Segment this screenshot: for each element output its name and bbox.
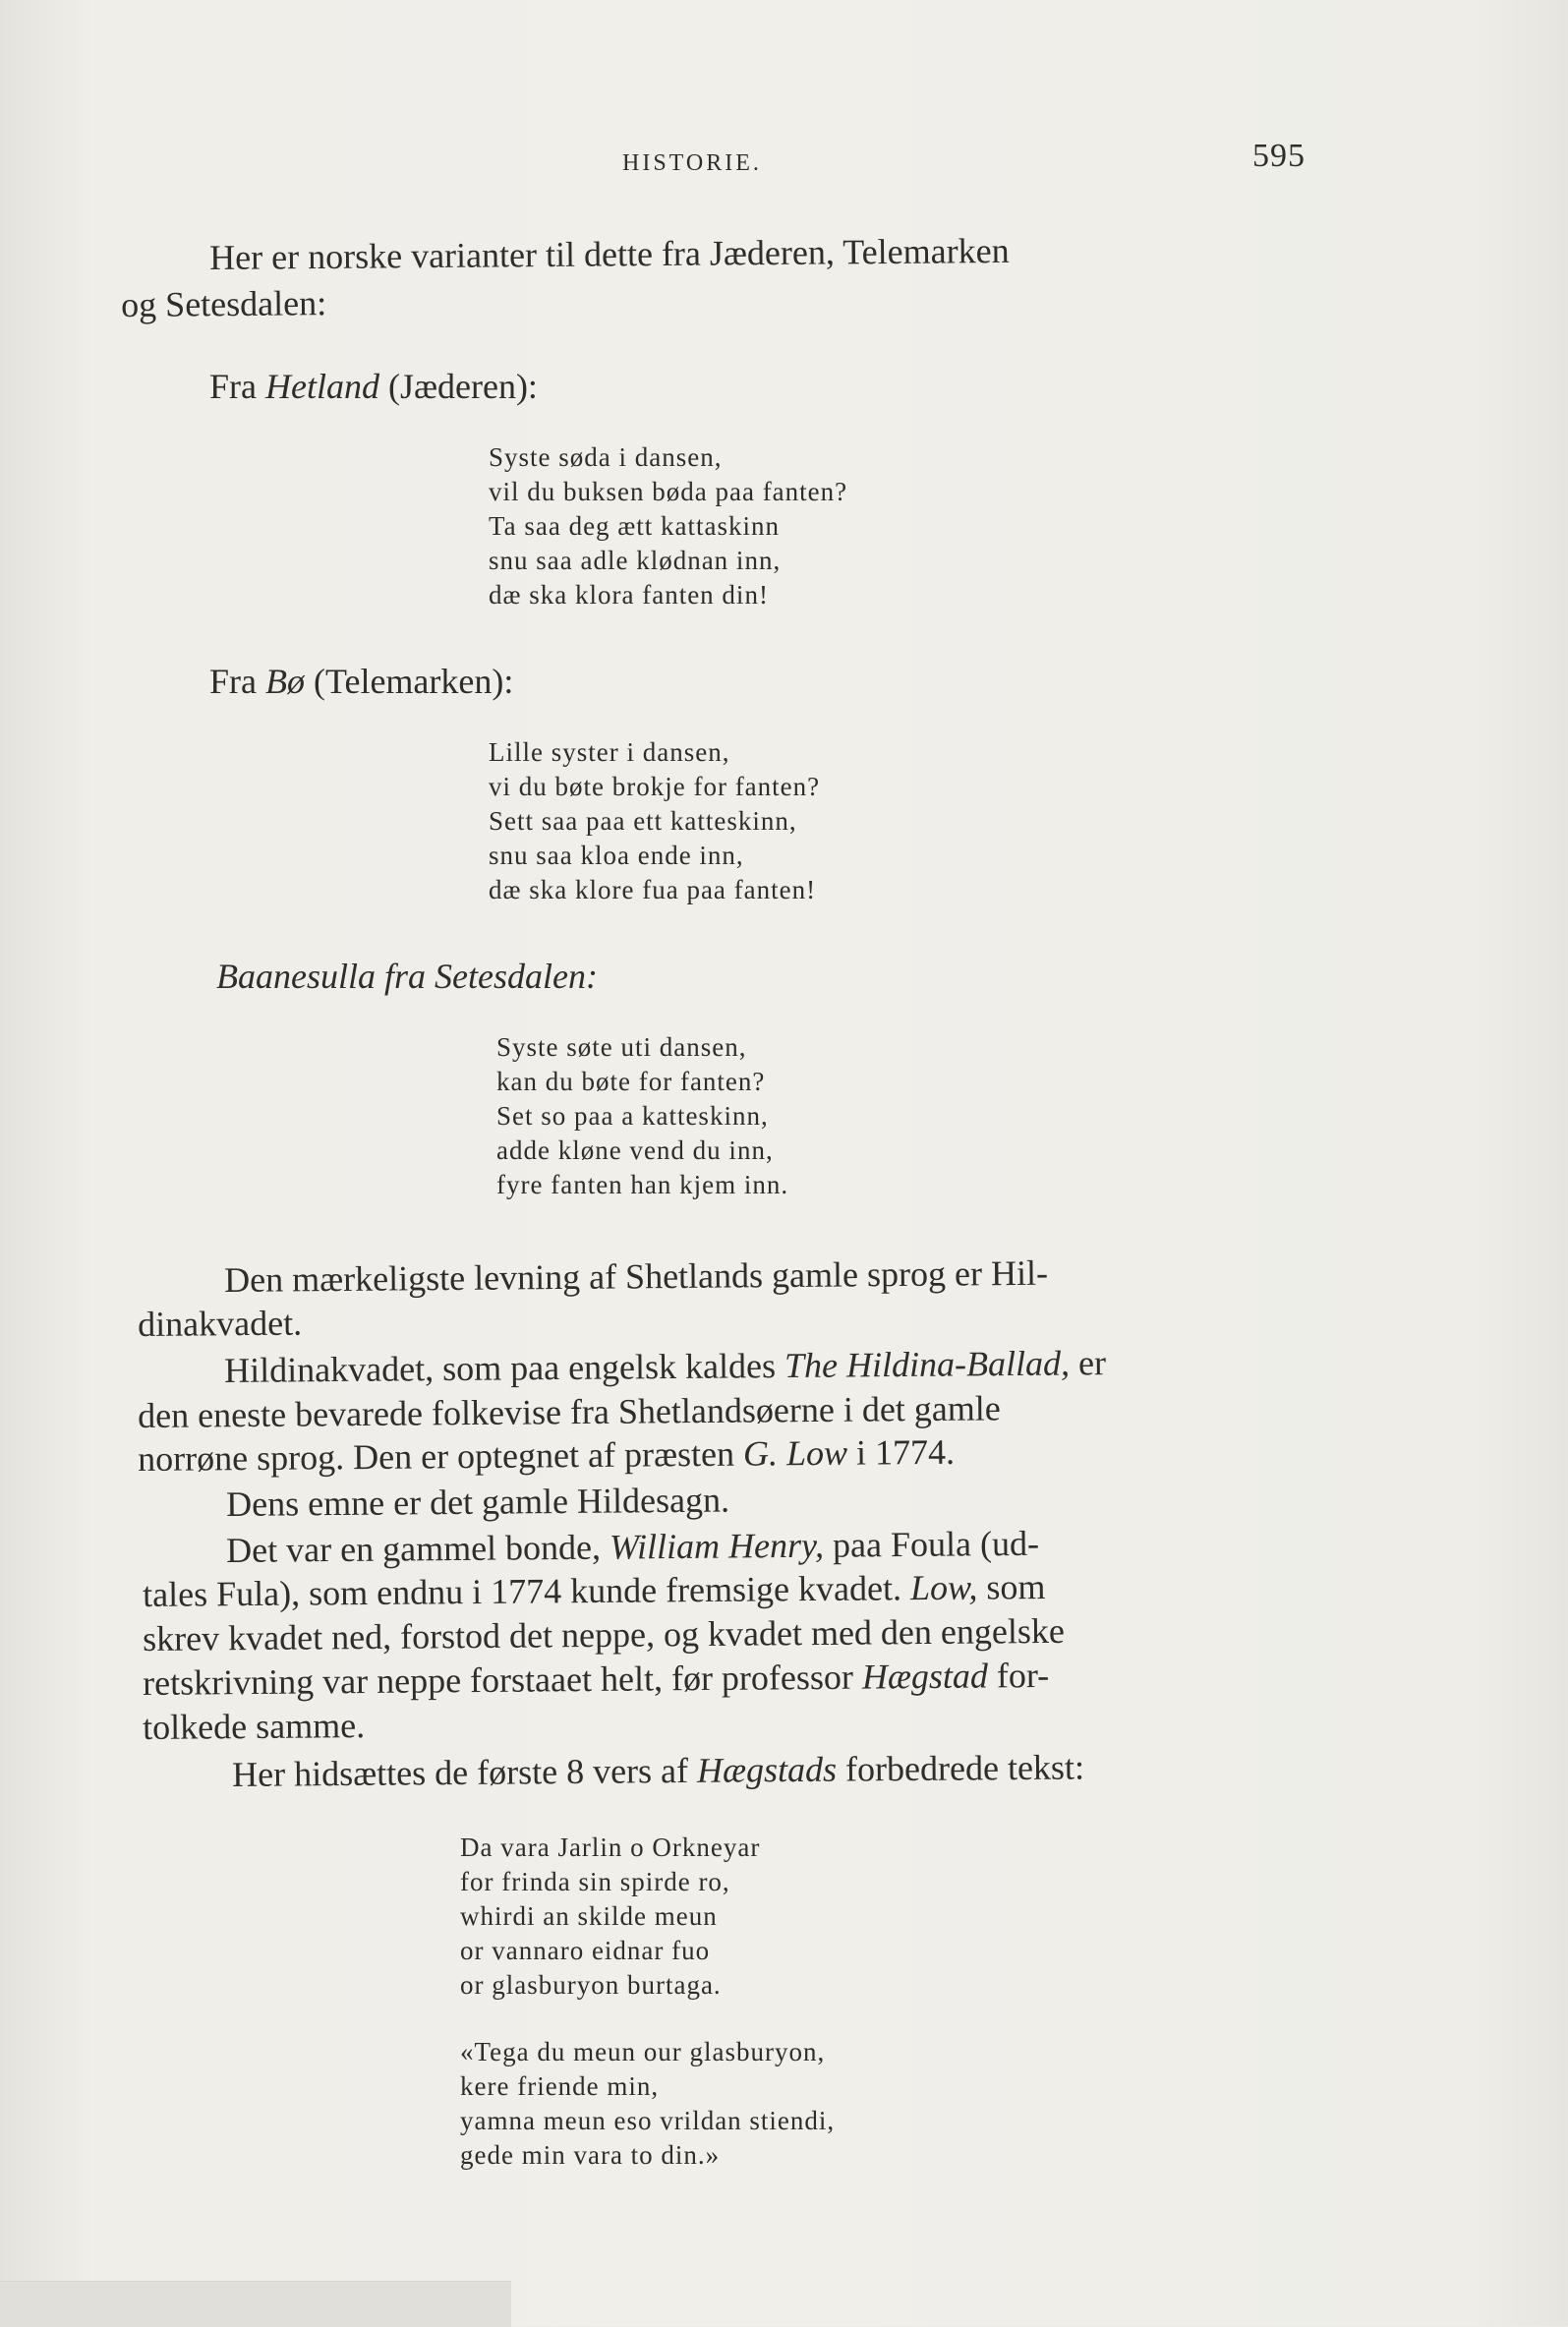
verse-line: or glasburyon burtaga. [460,1970,722,2000]
poem-line: Set so paa a katteskinn, [496,1101,769,1131]
verse-line: Da vara Jarlin o Orkneyar [460,1833,761,1862]
body-text: Den mærkeligste levning af Shetlands gamle sprog er Hil- [224,1252,1049,1300]
poem-line: dæ ska klora fanten din! [489,580,769,610]
poem-line: vil du buksen bøda paa fanten? [489,477,848,506]
section-heading-hetland: Fra Hetland (Jæderen): [209,367,538,406]
verse-line: whirdi an skilde meun [460,1901,718,1931]
intro-line-2: og Setesdalen: [121,283,327,324]
body-text: Det var en gammel bonde, William Henry, paa Foula (ud- [226,1523,1040,1570]
body-text: norrøne sprog. Den er optegnet af præsten G. Low i 1774. [138,1431,956,1479]
body-text: dinakvadet. [138,1303,303,1344]
place-name: Hetland [265,367,379,406]
body-text: skrev kvadet ned, forstod det neppe, og kvadet med den engelske [143,1610,1066,1658]
stanza-gap [460,2003,835,2035]
poem-line: dæ ska klore fua paa fanten! [489,875,817,904]
poem-line: Syste søte uti dansen, [496,1032,747,1062]
body-text: retskrivning var neppe forstaaet helt, før professor Hægstad for- [143,1655,1050,1703]
poem-line: adde kløne vend du inn, [496,1135,774,1165]
body-text: tolkede samme. [143,1706,366,1747]
verse-line: or vannaro eidnar fuo [460,1936,711,1965]
poem-line: Syste søda i dansen, [489,442,723,472]
poem-line: fyre fanten han kjem inn. [496,1170,789,1199]
poem-line: snu saa adle klødnan inn, [489,546,782,575]
body-text: tales Fula), som endnu i 1774 kunde fremsige kvadet. Low, som [143,1566,1046,1614]
verse-line: yamna meun eso vrildan stiendi, [460,2106,836,2135]
section-heading-setesdalen: Baanesulla fra Setesdalen: [216,957,598,996]
poem-line: vi du bøte brokje for fanten? [489,772,821,801]
poem-setesdalen [496,1030,788,1202]
body-text: den eneste bevarede folkevise fra Shetlandsøerne i det gamle [138,1388,1001,1435]
poem-line: Lille syster i dansen, [489,737,730,767]
page-number: 595 [1252,138,1306,174]
poem-line: kan du bøte for fanten? [496,1067,766,1096]
poem-hetland [489,440,847,612]
running-header: HISTORIE. [622,150,762,176]
poem-line: Ta saa deg ætt kattaskinn [489,511,781,541]
section-heading-bo: Fra Bø (Telemarken): [209,662,514,701]
verse-line: kere friende min, [460,2071,660,2101]
hildina-verses [460,1831,835,2173]
poem-line: Sett saa paa ett katteskinn, [489,806,797,836]
body-text: Dens emne er det gamle Hildesagn. [226,1480,730,1524]
verse-line: gede min vara to din.» [460,2140,721,2170]
place-name: Bø [265,662,305,701]
body-text: Hildinakvadet, som paa engelsk kaldes The Hildina-Ballad, er [224,1343,1107,1390]
page-edge-shadow [0,2281,511,2327]
body-text: Her hidsættes de første 8 vers af Hægstads forbedrede tekst: [232,1747,1085,1794]
verse-line: «Tega du meun our glasburyon, [460,2037,826,2066]
verse-line: for frinda sin spirde ro, [460,1867,730,1896]
poem-bo [489,735,820,907]
intro-line-1: Her er norske varianter til dette fra Jæderen, Telemarken [209,230,1010,277]
poem-line: snu saa kloa ende inn, [489,841,744,870]
